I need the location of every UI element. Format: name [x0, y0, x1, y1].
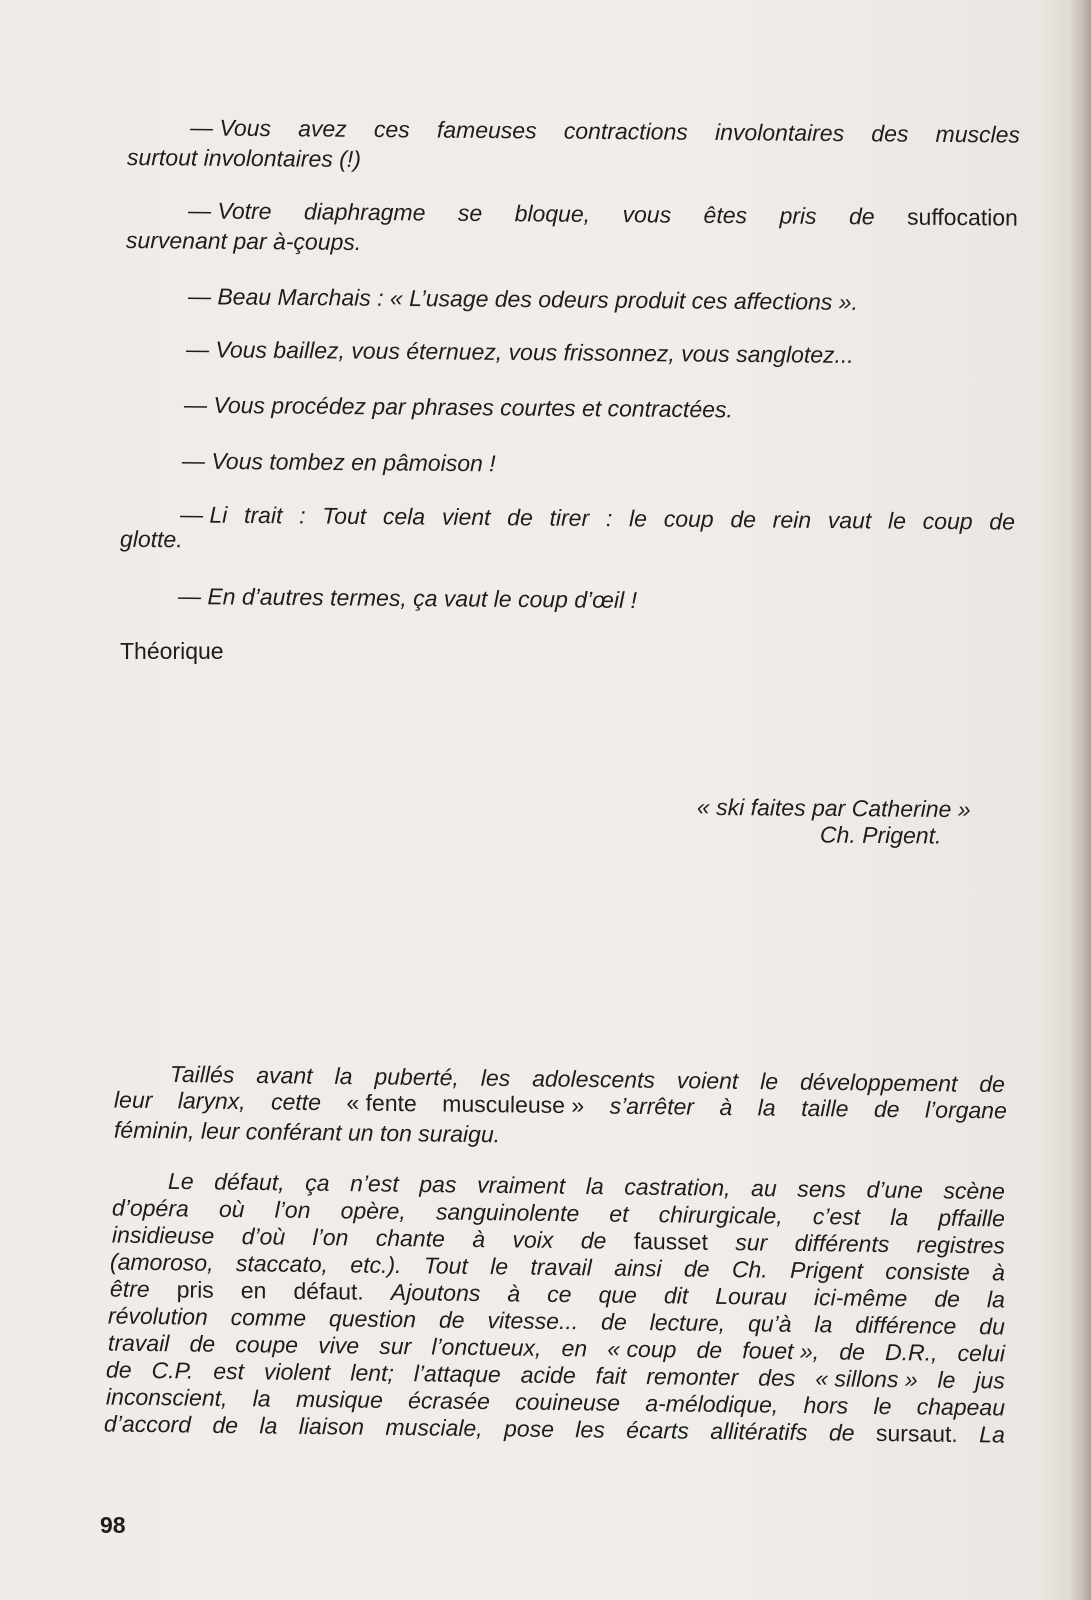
paragraph-2-line: Le défaut, ça n’est pas vraiment la castration, au sens d’une scène [167, 1167, 1005, 1205]
dialogue-4: — Vous baillez, vous éternuez, vous frissonnez, vous sanglotez... [185, 336, 854, 368]
dialogue-7-line-2: glotte. [119, 525, 183, 553]
dialogue-2-line-1: — Votre diaphragme se bloque, vous êtes pris de suffocation [187, 197, 1019, 231]
paragraph-2-line: révolution comme question de vitesse... de lecture, qu’à la différence du [107, 1302, 1006, 1340]
dialogue-7-line-1: — Li trait : Tout cela vient de tirer : le coup de rein vaut le coup de [179, 501, 1016, 535]
page-edge-shadow [1069, 0, 1091, 1600]
paragraph-2-line: insidieuse d’où l’on chante à voix de fausset sur différents registres [111, 1221, 1006, 1259]
paragraph-1-line: leur larynx, cette « fente musculeuse » s’arrêter à la taille de l’organe [113, 1086, 1008, 1124]
paragraph-2-line: inconscient, la musique écrasée couineuse a-mélodique, hors le chapeau [105, 1383, 1006, 1421]
paragraph-2-line: travail de coupe vive sur l’onctueux, en « coup de fouet », de D.R., celui [107, 1329, 1006, 1367]
paragraph-2-line: de C.P. est violent lent; l’attaque acide fait remonter des « sillons » le jus [105, 1356, 1005, 1394]
signature-title: « ski faites par Catherine » [696, 793, 971, 823]
paragraph-2-line: (amoroso, staccato, etc.). Tout le travail ainsi de Ch. Prigent consiste à [109, 1248, 1006, 1286]
dialogue-1-line-1: — Vous avez ces fameuses contractions involontaires des muscles [189, 114, 1021, 148]
dialogue-2-line-2: survenant par à-çoups. [125, 226, 362, 256]
paragraph-2-line: être pris en défaut. Ajoutons à ce que dit Lourau ici-même de la [109, 1275, 1006, 1313]
dialogue-6: — Vous tombez en pâmoison ! [181, 447, 496, 477]
page-number: 98 [100, 1512, 126, 1538]
signature-author: Ch. Prigent. [819, 821, 942, 849]
dialogue-3: — Beau Marchais : « L’usage des odeurs produit ces affections ». [187, 283, 859, 315]
dialogue-1-line-2: surtout involontaires (!) [126, 143, 362, 173]
dialogue-8: — En d’autres termes, ça vaut le coup d’œil ! [177, 582, 638, 614]
paragraph-2-line: d’opéra où l’on opère, sanguinolente et chirurgicale, c’est la pffaille [111, 1194, 1006, 1232]
paragraph-1-line: Taillés avant la puberté, les adolescents voient le développement de [169, 1060, 1006, 1098]
paragraph-1-line: féminin, leur conférant un ton suraigu. [113, 1116, 501, 1148]
section-label: Théorique [120, 638, 224, 664]
paragraph-2-line: d’accord de la liaison musciale, pose les écarts allitératifs de sursaut. La [103, 1410, 1006, 1448]
dialogue-5: — Vous procédez par phrases courtes et contractées. [183, 391, 733, 423]
